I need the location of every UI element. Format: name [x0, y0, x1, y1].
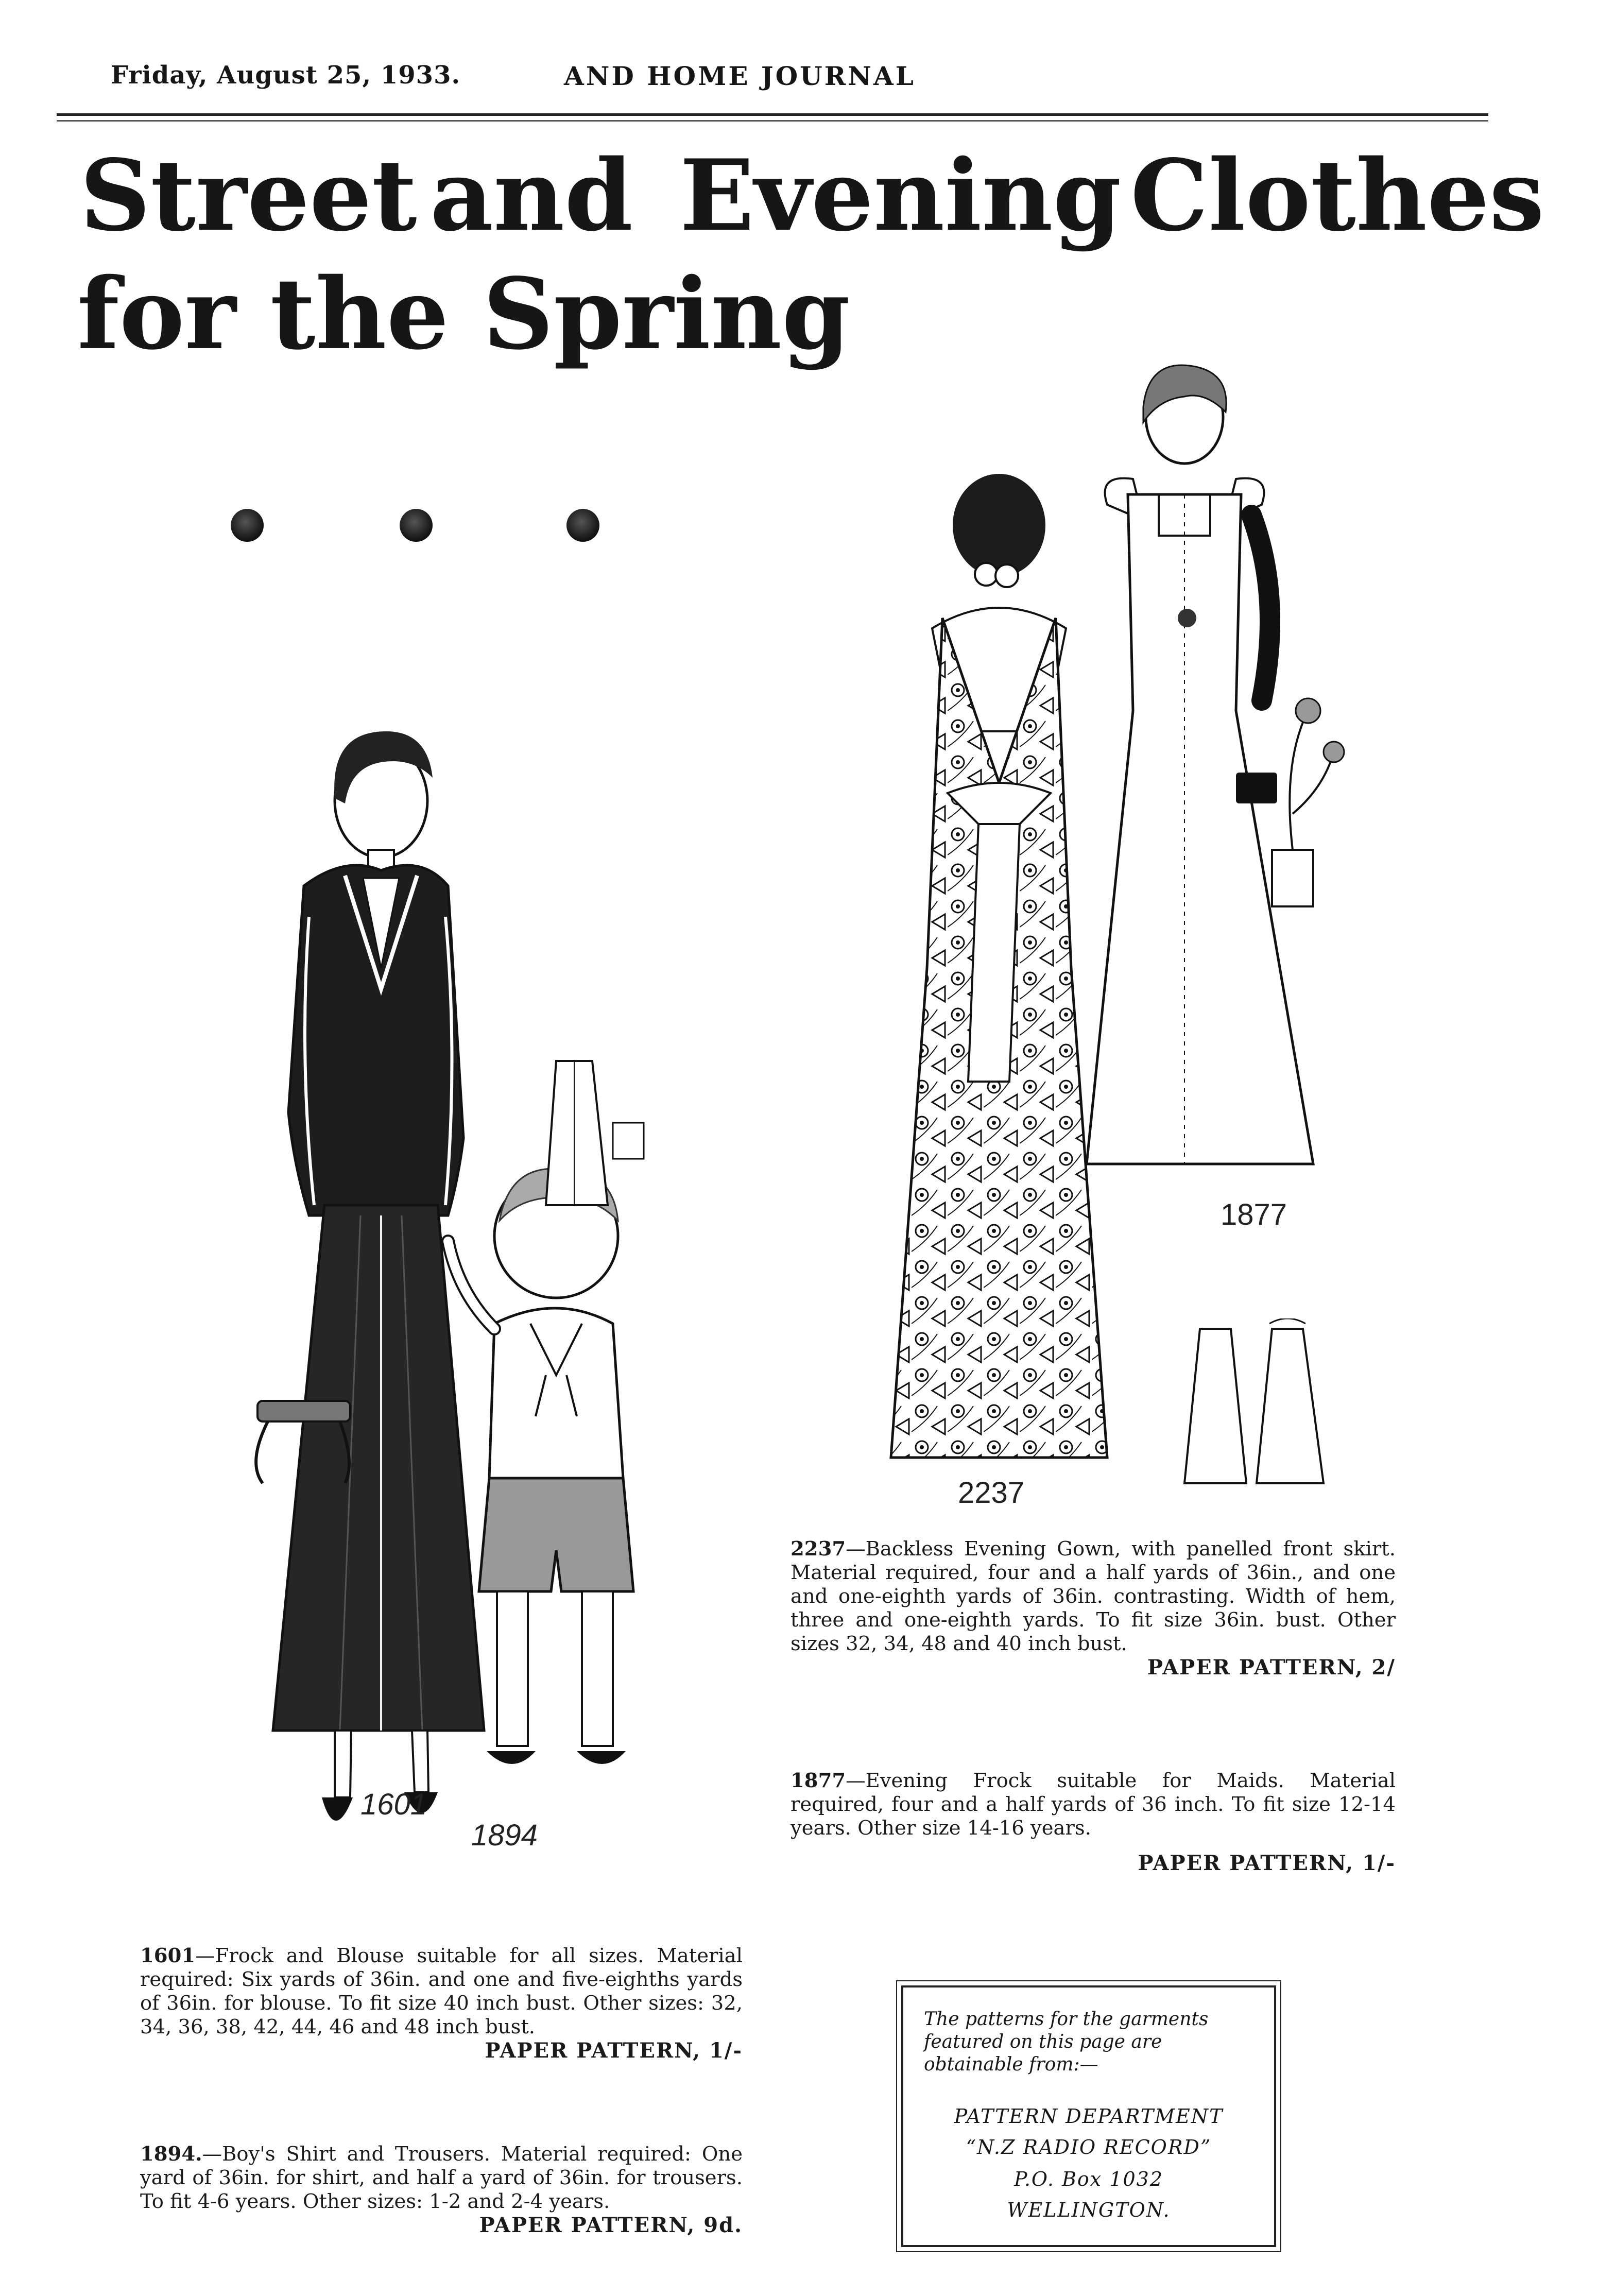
caption-2237	[791, 1537, 1396, 1680]
pattern-number-1877: 1877	[1221, 1198, 1287, 1231]
caption-text: —Backless Evening Gown, with panelled front skirt. Material required, four and a half yards of 36in., and one and one-eighth yards of 36in. contrasting. Width of hem, three and one-eighth yards. To fit size 36in. bust. Other sizes 32, 34, 48 and 40 inch bust.	[791, 1537, 1396, 1655]
pattern-sketch-1601	[536, 1051, 654, 1221]
header-rule	[57, 113, 1488, 116]
notice-intro: The patterns for the garments featured on this page are obtainable from:—	[924, 2009, 1209, 2075]
caption-1601	[140, 1944, 743, 2063]
issue-date: Friday, August 25, 1933.	[111, 61, 461, 90]
caption-1894	[140, 2143, 743, 2237]
title-word-evening: Evening	[680, 138, 1122, 253]
caption-price: PAPER PATTERN, 2/	[1147, 1655, 1396, 1680]
title-word-clothes: Clothes	[1130, 138, 1544, 253]
pattern-number-2237: 2237	[958, 1476, 1025, 1510]
caption-code: 2237	[791, 1537, 846, 1561]
title-line-2: for the Spring	[77, 256, 850, 371]
caption-code: 1877	[791, 1769, 846, 1792]
caption-price: PAPER PATTERN, 1/-	[485, 2038, 743, 2063]
illustration-1877-evening-frock	[1066, 350, 1385, 1236]
page-header	[111, 61, 1501, 102]
notice-publication: “N.Z RADIO RECORD”	[966, 2136, 1212, 2158]
title-word-street: Street	[80, 138, 417, 253]
ornament-dot	[566, 509, 599, 542]
caption-code: 1894.	[140, 2143, 202, 2166]
caption-price: PAPER PATTERN, 1/-	[1138, 1851, 1396, 1875]
caption-text: —Frock and Blouse suitable for all sizes. Material required: Six yards of 36in. and one and five-eighths yards of 36in. for blouse. To fit size 40 inch bust. Other sizes: 32, 34, 36, 38, 42, 44, 46 and 48 inch bust.	[140, 1944, 743, 2038]
pattern-department-notice	[901, 1985, 1276, 2247]
caption-text: —Evening Frock suitable for Maids. Material required, four and a half yards of 36 inch. To fit size 12-14 years. Other size 14-16 years.	[791, 1769, 1396, 1840]
notice-city: WELLINGTON.	[1007, 2199, 1171, 2221]
title-word-and: and	[430, 138, 633, 253]
pattern-number-1894: 1894	[471, 1819, 538, 1852]
caption-code: 1601	[140, 1944, 196, 1967]
ornament-dot	[231, 509, 264, 542]
caption-price: PAPER PATTERN, 9d.	[479, 2213, 743, 2237]
pattern-sketch-1877	[1179, 1318, 1329, 1494]
header-rule-thin	[57, 120, 1488, 122]
notice-po-box: P.O. Box 1032	[1013, 2168, 1164, 2190]
caption-1877	[791, 1769, 1396, 1875]
caption-text: —Boy's Shirt and Trousers. Material required: One yard of 36in. for shirt, and half a yard of 36in. for trousers. To fit 4-6 years. Other sizes: 1-2 and 2-4 years.	[140, 2143, 743, 2213]
journal-name: AND HOME JOURNAL	[564, 61, 916, 91]
pattern-number-1601: 1601	[360, 1788, 427, 1821]
ornament-dot	[400, 509, 433, 542]
notice-department: PATTERN DEPARTMENT	[954, 2105, 1224, 2128]
